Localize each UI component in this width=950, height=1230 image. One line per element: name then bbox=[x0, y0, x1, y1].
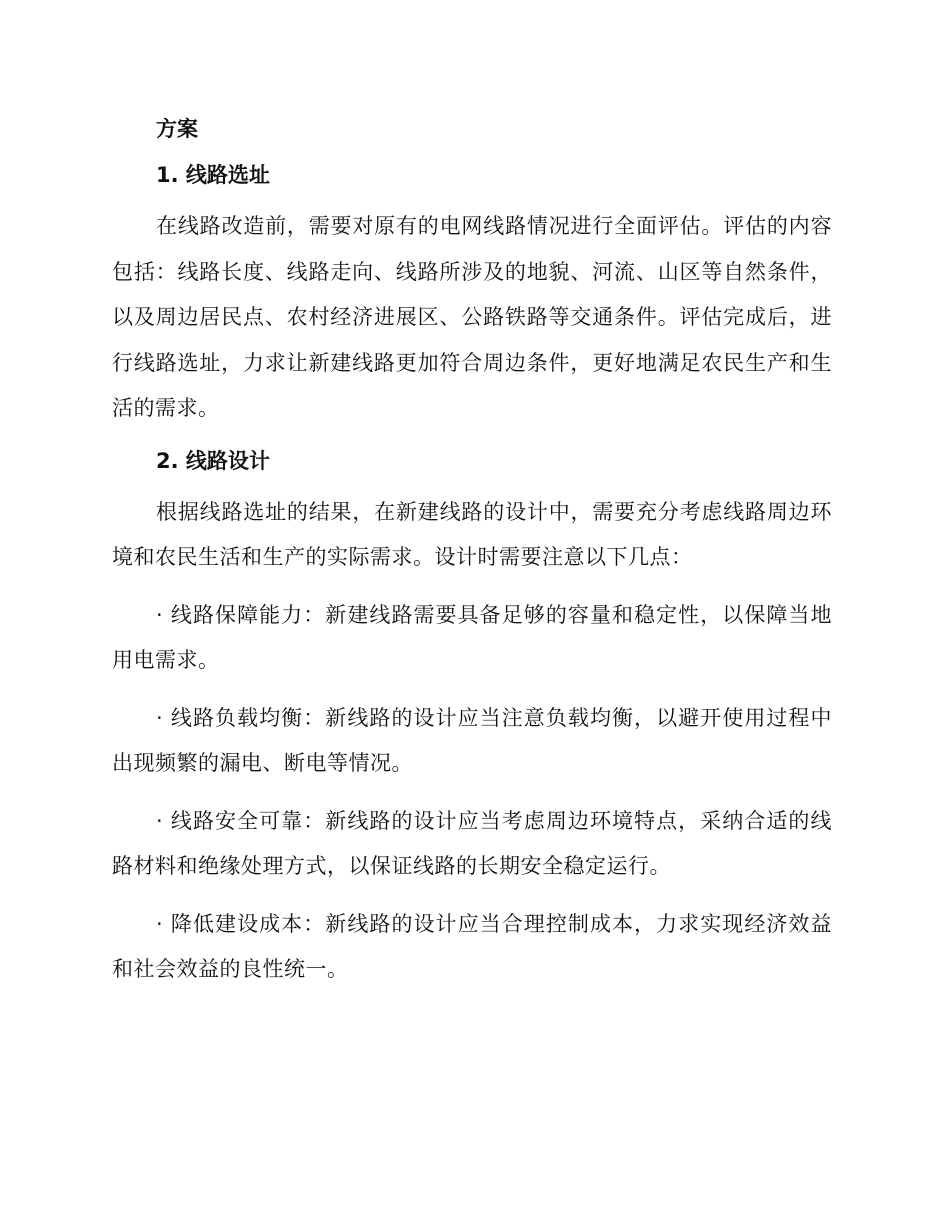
bullet-item-capacity: · 线路保障能力：新建线路需要具备足够的容量和稳定性，以保障当地用电需求。 bbox=[112, 602, 832, 672]
bullet-item-load-balance: · 线路负载均衡：新线路的设计应当注意负载均衡，以避开使用过程中出现频繁的漏电、断电等情况。 bbox=[112, 705, 832, 775]
section-paragraph-line-design: 根据线路选址的结果，在新建线路的设计中，需要充分考虑线路周边环境和农民生活和生产的实际需求。设计时需要注意以下几点： bbox=[112, 499, 832, 569]
bullet-item-safety: · 线路安全可靠：新线路的设计应当考虑周边环境特点，采纳合适的线路材料和绝缘处理方式，以保证线路的长期安全稳定运行。 bbox=[112, 808, 832, 878]
bullet-item-cost: · 降低建设成本：新线路的设计应当合理控制成本，力求实现经济效益和社会效益的良性统一。 bbox=[112, 911, 832, 981]
document-title: 方案 bbox=[156, 117, 198, 141]
section-paragraph-site-selection: 在线路改造前，需要对原有的电网线路情况进行全面评估。评估的内容包括：线路长度、线路走向、线路所涉及的地貌、河流、山区等自然条件，以及周边居民点、农村经济进展区、公路铁路等交通条件。评估完成后，进行线路选址，力求让新建线路更加符合周边条件，更好地满足农民生产和生活的需求。 bbox=[112, 214, 832, 420]
document-page bbox=[112, 112, 832, 1005]
section-heading-site-selection: 1. 线路选址 bbox=[156, 163, 270, 187]
section-heading-line-design: 2. 线路设计 bbox=[156, 448, 270, 473]
